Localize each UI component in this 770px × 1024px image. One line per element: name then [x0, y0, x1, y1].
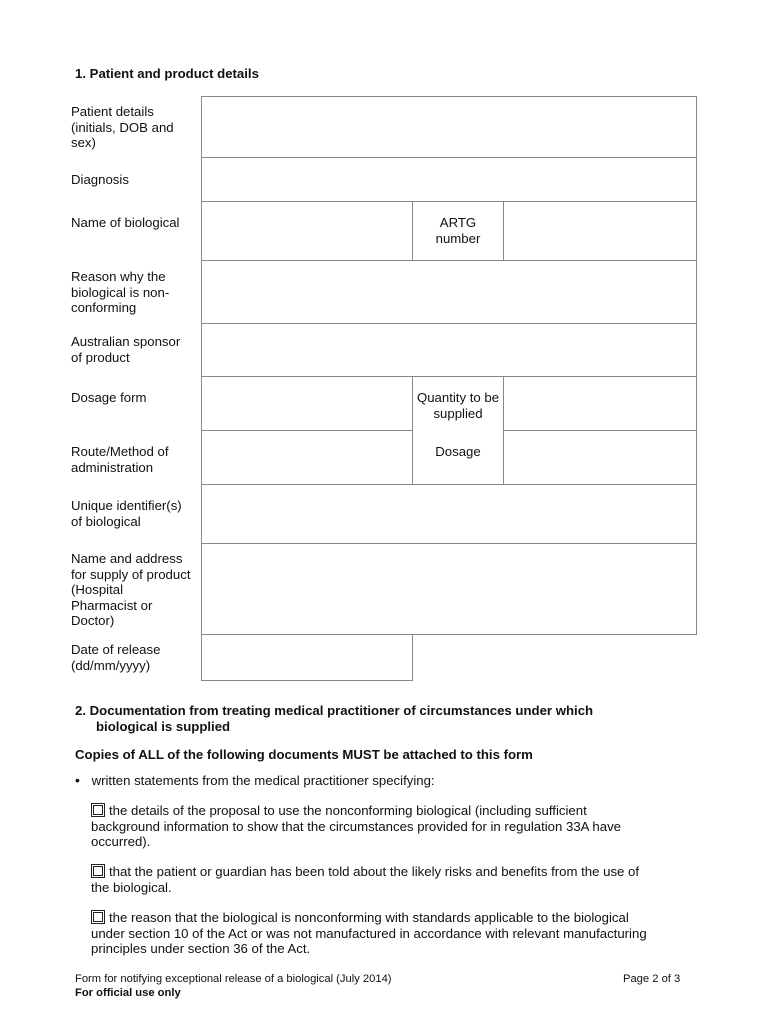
- date-of-release-field[interactable]: [202, 635, 412, 680]
- name-of-biological-field[interactable]: [202, 202, 412, 260]
- unique-identifier-field[interactable]: [202, 485, 696, 543]
- checkbox-item: the reason that the biological is nonconforming with standards applicable to the biological under section 10 of the Act or was not manufactured in accordance with relevant manufacturing principles under section 36 of the Act.: [91, 910, 647, 957]
- patient-details-label: Patient details (initials, DOB and sex): [71, 104, 174, 151]
- artg-number-field[interactable]: [504, 202, 696, 260]
- bullet-icon: •: [75, 772, 80, 788]
- name-address-supply-field[interactable]: [202, 544, 696, 634]
- copies-note: Copies of ALL of the following documents MUST be attached to this form: [75, 747, 533, 762]
- reason-nonconforming-field[interactable]: [202, 261, 696, 323]
- section-1-heading: 1. Patient and product details: [75, 66, 259, 81]
- bullet-item: [75, 773, 435, 789]
- quantity-supplied-label: Quantity to be supplied: [416, 390, 500, 421]
- australian-sponsor-field[interactable]: [202, 324, 696, 376]
- artg-number-label: ARTG number: [435, 215, 481, 246]
- diagnosis-field[interactable]: [202, 158, 696, 201]
- diagnosis-label: Diagnosis: [71, 172, 129, 187]
- quantity-supplied-field[interactable]: [504, 377, 696, 430]
- checkbox-item: the details of the proposal to use the nonconforming biological (including sufficient background information to show that the circumstances provided for in regulation 33A have occurred).: [91, 803, 622, 850]
- date-of-release-label: Date of release (dd/mm/yyyy): [71, 642, 161, 673]
- footer-official-use: For official use only: [75, 987, 181, 999]
- patient-details-field[interactable]: [202, 97, 696, 157]
- name-of-biological-label: Name of biological: [71, 215, 180, 230]
- name-address-supply-label: Name and address for supply of product (Hospital Pharmacist or Doctor): [71, 551, 191, 629]
- section-2-heading: 2. Documentation from treating medical practitioner of circumstances under which biological is supplied: [75, 703, 594, 734]
- checkbox[interactable]: [91, 803, 105, 817]
- dosage-form-label: Dosage form: [71, 390, 147, 405]
- reason-nonconforming-label: Reason why the biological is non- conforming: [71, 269, 170, 316]
- grid-row-divider: [201, 680, 413, 681]
- route-method-field[interactable]: [202, 431, 412, 484]
- dosage-label: Dosage: [435, 444, 481, 459]
- australian-sponsor-label: Australian sponsor of product: [71, 334, 181, 365]
- grid-right-border: [696, 96, 697, 635]
- footer-form-title: Form for notifying exceptional release of a biological (July 2014): [75, 973, 392, 985]
- bullet-text: written statements from the medical practitioner specifying:: [91, 773, 435, 788]
- footer-page-number: Page 2 of 3: [623, 973, 681, 985]
- grid-col-divider: [412, 634, 413, 680]
- dosage-field[interactable]: [504, 431, 696, 484]
- dosage-form-field[interactable]: [202, 377, 412, 430]
- checkbox[interactable]: [91, 864, 105, 878]
- checkbox-item: that the patient or guardian has been told about the likely risks and benefits from the use of the biological.: [91, 864, 640, 895]
- checkbox[interactable]: [91, 910, 105, 924]
- unique-identifier-label: Unique identifier(s) of biological: [71, 498, 182, 529]
- route-method-label: Route/Method of administration: [71, 444, 169, 475]
